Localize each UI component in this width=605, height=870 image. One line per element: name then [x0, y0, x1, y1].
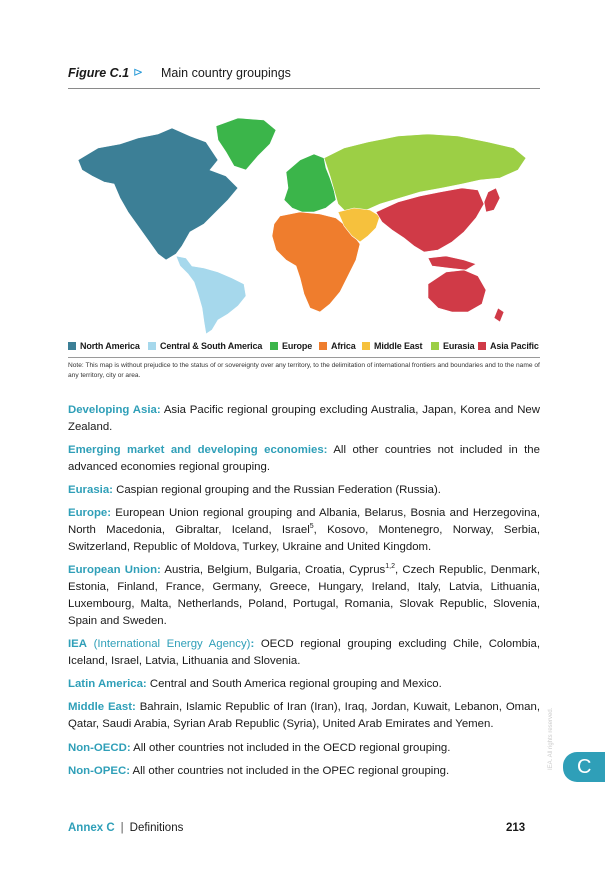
legend-label: Asia Pacific	[490, 341, 539, 351]
definition-text: All other countries not included in the OPEC regional grouping.	[130, 764, 450, 777]
map-legend	[68, 341, 540, 355]
legend-item-asia-pacific	[478, 341, 539, 351]
definition-text: Austria, Belgium, Bulgaria, Croatia, Cyprus	[160, 564, 386, 577]
legend-swatch	[68, 342, 76, 350]
definitions-list	[68, 402, 540, 786]
legend-item-eurasia	[431, 341, 474, 351]
legend-item-africa	[319, 341, 356, 351]
definition-text: Caspian regional grouping and the Russian Federation (Russia).	[112, 484, 441, 497]
legend-label: Eurasia	[443, 341, 475, 351]
definition-iea	[68, 636, 540, 670]
legend-swatch	[319, 342, 327, 350]
region-asia-pacific-australia	[428, 270, 486, 312]
definition-term: European Union:	[68, 564, 161, 577]
legend-swatch	[431, 342, 439, 350]
definition-non-opec	[68, 763, 540, 780]
legend-label: Europe	[282, 341, 313, 351]
definition-term: Non-OECD:	[68, 741, 131, 754]
figure-number: Figure C.1	[68, 66, 130, 80]
page-number: 213	[506, 822, 526, 834]
legend-label: North America	[80, 341, 140, 351]
footer-section: Definitions	[129, 822, 184, 834]
definition-non-oecd	[68, 740, 540, 757]
legend-label: Africa	[331, 341, 356, 351]
divider	[68, 357, 540, 358]
definition-term-expansion: (International Energy Agency)	[87, 638, 251, 651]
definition-term: Developing Asia:	[68, 404, 161, 416]
definition-text: European Union regional grouping and Albania, Belarus, Bosnia and Herzegovina, North Macedonia, Gibraltar, Iceland, Israel	[68, 507, 540, 537]
region-asia-pacific-new-zealand	[494, 308, 504, 322]
region-central-south-america	[176, 256, 246, 334]
figure-title: Main country groupings	[161, 66, 291, 80]
footer	[68, 822, 183, 834]
legend-item-middle-east	[362, 341, 422, 351]
legend-item-central-south-america	[148, 341, 262, 351]
definition-emde	[68, 442, 540, 476]
legend-swatch	[270, 342, 278, 350]
copyright-vertical: IEA. All rights reserved.	[548, 707, 554, 770]
definition-term: Middle East:	[68, 701, 136, 714]
definition-term-colon: :	[250, 638, 255, 651]
legend-item-europe	[270, 341, 312, 351]
footer-separator: |	[120, 822, 124, 834]
definition-term: Non-OPEC:	[68, 764, 131, 777]
legend-label: Middle East	[374, 341, 423, 351]
definition-text: Bahrain, Islamic Republic of Iran (Iran), Iraq, Jordan, Kuwait, Lebanon, Oman, Qatar, Saudi Arabia, Syrian Arab Republic (Syria), United Arab Emirates and Yemen.	[68, 701, 540, 731]
map-note: Note: This map is without prejudice to the status of or sovereignty over any territory, to the delimitation of international frontiers and boundaries and to the name of any territory, city or area.	[68, 362, 540, 379]
definition-middle-east	[68, 699, 540, 733]
region-asia-pacific-japan	[484, 188, 500, 212]
definition-text: OECD regional grouping excluding Chile, Colombia, Iceland, Israel, Latvia, Lithuania and Slovenia.	[68, 638, 540, 667]
footnote-ref: 1,2	[385, 563, 395, 571]
definition-text: All other countries not included in the advanced economies regional grouping.	[68, 444, 540, 473]
definition-text: , Kosovo, Montenegro, Norway, Serbia, Switzerland, Republic of Moldova, Turkey, Ukraine and United Kingdom.	[68, 524, 540, 554]
annex-tab[interactable]: C	[563, 752, 605, 782]
definition-term: Europe:	[68, 507, 112, 520]
legend-swatch	[478, 342, 486, 350]
footer-annex: Annex C	[68, 822, 115, 834]
legend-swatch	[148, 342, 156, 350]
definition-text: Central and South America regional grouping and Mexico.	[146, 678, 442, 691]
legend-label: Central & South America	[160, 341, 263, 351]
definition-term: Latin America:	[68, 678, 147, 691]
figure-header	[68, 66, 540, 89]
definition-term: IEA	[68, 638, 87, 651]
definition-term: Eurasia:	[68, 484, 113, 497]
definition-europe	[68, 505, 540, 555]
region-europe-greenland	[216, 118, 276, 170]
definition-text: All other countries not included in the OECD regional grouping.	[130, 741, 451, 754]
definition-text: , Czech Republic, Denmark, Estonia, Finland, France, Germany, Greece, Hungary, Ireland, Italy, Latvia, Lithuania, Luxembourg, Malta, Netherlands, Poland, Portugal, Romania, Slovak Republic, Slovenia, Spain and Sweden.	[68, 564, 540, 627]
definition-eurasia	[68, 482, 540, 499]
definition-text: Asia Pacific regional grouping excluding Australia, Japan, Korea and New Zealand.	[68, 404, 540, 433]
definition-latin-america	[68, 676, 540, 693]
region-north-america	[78, 128, 238, 260]
legend-swatch	[362, 342, 370, 350]
footnote-ref: 5	[309, 523, 314, 531]
definition-developing-asia	[68, 402, 540, 436]
definition-term: Emerging market and developing economies:	[68, 444, 328, 457]
definition-european-union	[68, 562, 540, 629]
legend-item-north-america	[68, 341, 140, 351]
region-asia-pacific-islands	[428, 256, 476, 270]
world-map	[68, 108, 540, 334]
triangle-arrow-icon: ⊳	[133, 65, 144, 79]
